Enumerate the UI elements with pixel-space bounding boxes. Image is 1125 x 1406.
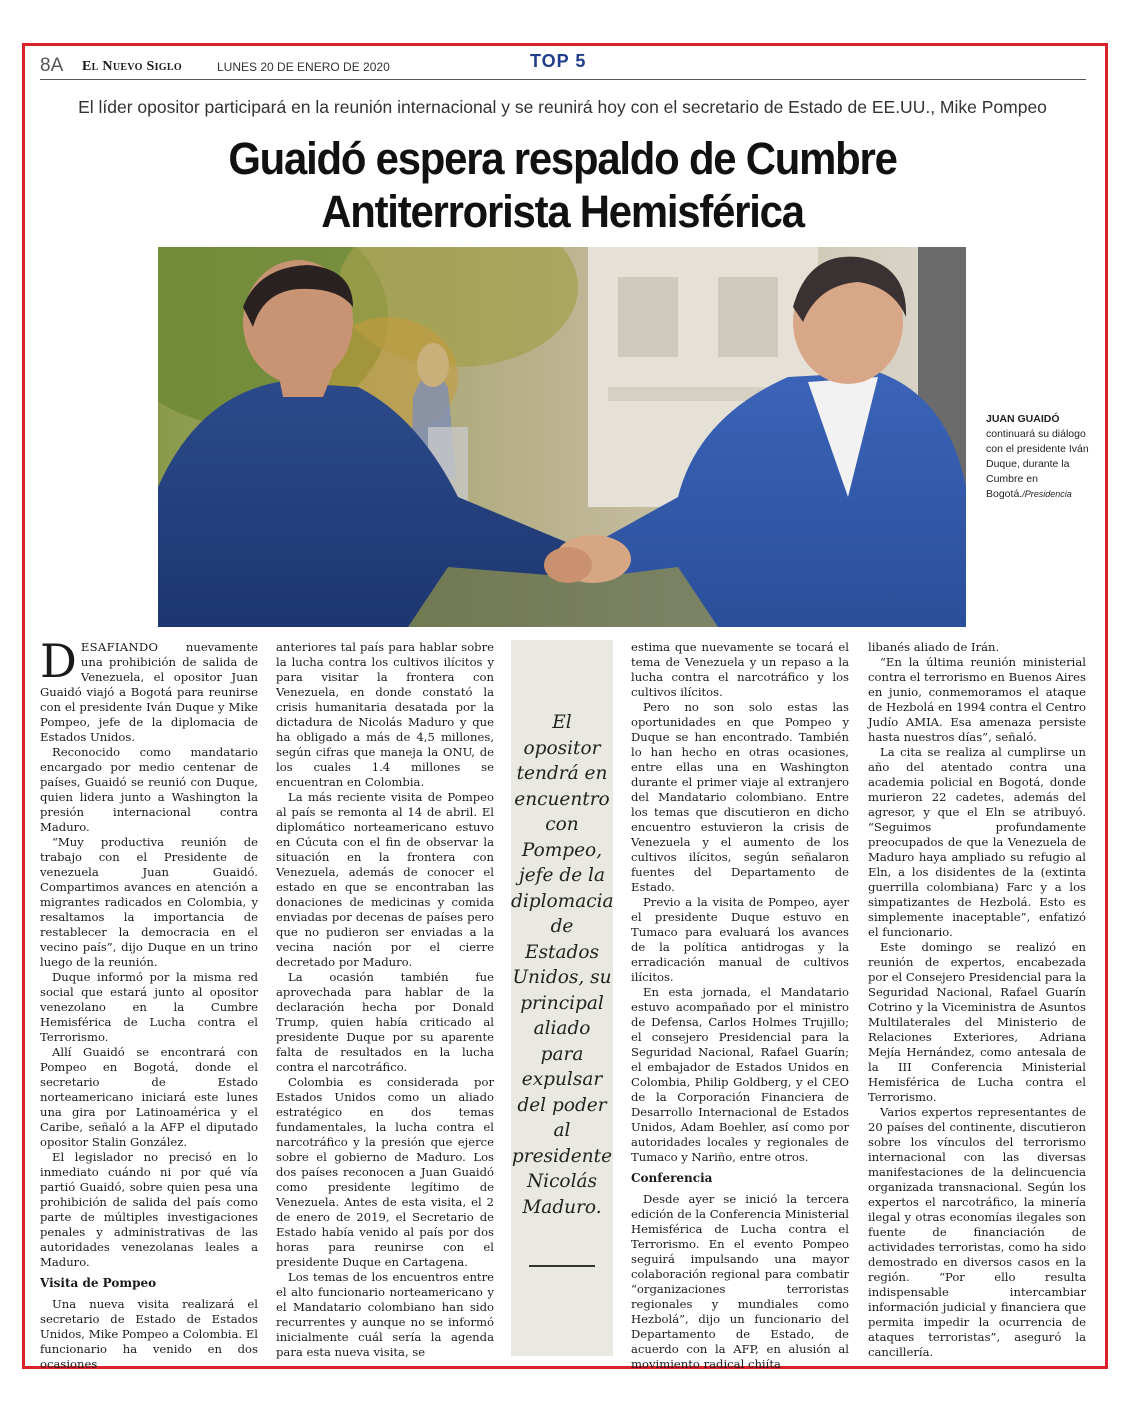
- paragraph: anteriores tal país para hablar sobre la lucha contra los cultivos ilícitos y para visitar la frontera con Venezuela, en donde constató la crisis humanitaria desatada por la dictadura de Nicolás Maduro y que ha obligado a más de 4,5 millones, según cifras que maneja la ONU, de los cuales 1.4 millones se encuentran en Colombia.: [276, 640, 494, 789]
- paragraph: Previo a la visita de Pompeo, ayer el presidente Duque estuvo en Tumaco para evaluará los avances de la política antidrogas y la erradicación manual de cultivos ilícitos.: [631, 895, 849, 984]
- paragraph: Los temas de los encuentros entre el alto funcionario norteamericano y el Mandatario colombiano han sido recurrentes y aunque no se informó inicialmente cuál sería la agenda para esta nueva visita, se: [276, 1270, 494, 1359]
- paragraph: Una nueva visita realizará el secretario de Estado de Estados Unidos, Mike Pompeo a Colombia. El funcionario ha venido en dos ocasiones: [40, 1297, 258, 1371]
- article-photo: [158, 247, 966, 627]
- article-column-3: [631, 640, 849, 1372]
- paragraph: Desde ayer se inició la tercera edición de la Conferencia Ministerial Hemisférica de Lucha contra el Terrorismo. En el evento Pompeo seguirá impulsando una mayor colaboración regional para combatir “organizaciones terroristas regionales y mundiales como Hezbolá”, dijo un funcionario del Departamento de Estado, de acuerdo con la AFP, en alusión al movimiento radical chiíta: [631, 1192, 849, 1371]
- pull-quote: El opositor tendrá en encuentro con Pompeo, jefe de la diplomacia de Estados Unidos, su principal aliado para expulsar del poder al presidente Nicolás Maduro.: [511, 712, 614, 1218]
- pull-quote-rule: [529, 1265, 595, 1267]
- photo-credit: /Presidencia: [1022, 489, 1072, 499]
- paragraph: La ocasión también fue aprovechada para hablar de la declaración hecha por Donald Trump, quien había criticado al presidente Duque por su aparente falta de resultados en la lucha contra el narcotráfico.: [276, 970, 494, 1074]
- paragraph: Colombia es considerada por Estados Unidos como un aliado estratégico en dos temas fundamentales, la lucha contra el narcotráfico y la presión que ejerce sobre el gobierno de Maduro. Los dos países reconocen a Juan Guaidó como presidente legítimo de Venezuela. Antes de esta visita, el 2 de enero de 2019, el Secretario de Estado había venido al país por dos horas para reunirse con el presidente Duque en Cartagena.: [276, 1075, 494, 1269]
- paragraph: Duque informó por la misma red social que estará junto al opositor venezolano en la Cumbre Hemisférica de Lucha contra el Terrorismo.: [40, 970, 258, 1044]
- drop-cap: D: [40, 634, 77, 688]
- subheading: Conferencia: [631, 1171, 713, 1185]
- caption-text: continuará su diálogo con el presidente Iván Duque, durante la Cumbre en Bogotá.: [986, 428, 1089, 500]
- section-label: TOP 5: [530, 51, 587, 71]
- paragraph: La más reciente visita de Pompeo al país se remonta al 14 de abril. El diplomático norteamericano estuvo en Cúcuta con el fin de observar la situación en la frontera con Venezuela, además de conocer el estado en que se encontraban las donaciones de medicinas y comida enviadas por decenas de países pero que no pudieron ser enviadas a la vecina nación por el cierre decretado por Maduro.: [276, 790, 494, 969]
- paragraph: En esta jornada, el Mandatario estuvo acompañado por el ministro de Defensa, Carlos Holmes Trujillo; el consejero Presidencial para la Seguridad Nacional, Rafael Guarín; el embajador de Estados Unidos en Colombia, Philip Goldberg, y el CEO de la Corporación Financiera de Desarrollo Internacional de Estados Unidos, Adam Boehler, así como por autoridades locales y regionales de Tumaco y Nariño, entre otros.: [631, 985, 849, 1164]
- headline-line-1: Guaidó espera respaldo de Cumbre: [228, 133, 897, 184]
- issue-date: LUNES 20 DE ENERO DE 2020: [217, 60, 390, 74]
- paragraph: “En la última reunión ministerial contra el terrorismo en Buenos Aires en junio, conmemoramos el ataque de Hezbolá en 1994 contra el Centro Judío AMIA. Esa amenaza persiste hasta nuestros días”, señaló.: [868, 655, 1086, 744]
- paragraph: Varios expertos representantes de 20 países del continente, discutieron sobre los vínculos del terrorismo internacional con las diversas manifestaciones de la delincuencia organizada transnacional. Según los expertos el narcotráfico, la minería ilegal y otras economías ilegales son fuente de financiación de actividades terroristas, como ha sido demostrado en diversos casos en la región. “Por ello resulta indispensable intercambiar información judicial y financiera que permita impedir la ocurrencia de ataques terroristas”, aseguró la cancillería.: [868, 1105, 1086, 1359]
- masthead: [40, 50, 1086, 80]
- subheading: Visita de Pompeo: [40, 1276, 157, 1290]
- paragraph: “Muy productiva reunión de trabajo con el Presidente de venezuela Juan Guaidó. Compartimos avances en atención a migrantes radicados en Colombia, y resaltamos la importancia de restablecer la democracia en el vecino país”, dijo Duque en un trino luego de la reunión.: [40, 835, 258, 969]
- paragraph: DESAFIANDO nuevamente una prohibición de salida de Venezuela, el opositor Juan Guaidó viajó a Bogotá para reunirse con el presidente Iván Duque y Mike Pompeo, jefe de la diplomacia de Estados Unidos.: [40, 634, 258, 744]
- article-column-4: [868, 640, 1086, 1360]
- paragraph: La cita se realiza al cumplirse un año del atentado contra una academia policial en Bogotá, donde murieron 22 cadetes, además del agresor, y que el Eln se atribuyó. “Seguimos profundamente preocupados de que la Venezuela de Maduro haya ampliado su refugio al Eln, a los disidentes de la (extinta guerrilla colombiana) Farc y a los simpatizantes de Hezbolá. Esto es simplemente inaceptable”, enfatizó el funcionario.: [868, 745, 1086, 939]
- newspaper-name: El Nuevo Siglo: [82, 59, 182, 74]
- lead-word: ESAFIANDO: [80, 640, 159, 654]
- paragraph: Allí Guaidó se encontrará con Pompeo en Bogotá, donde el secretario de Estado norteamericano iniciará este lunes una gira por Latinoamérica y el Caribe, señaló a la AFP el diputado opositor Stalin González.: [40, 1045, 258, 1149]
- article-headline: [151, 132, 974, 238]
- article-column-2: [276, 640, 494, 1360]
- paragraph: Este domingo se realizó en reunión de expertos, encabezada por el Consejero Presidencial para la Seguridad Nacional, Rafael Guarín Cotrino y la Viceministra de Asuntos Multilaterales del Ministerio de Relaciones Exteriores, Adriana Mejía Hernández, como antesala de la III Conferencia Ministerial Hemisférica de Lucha contra el Terrorismo.: [868, 940, 1086, 1104]
- paragraph: libanés aliado de Irán.: [868, 640, 1000, 654]
- photo-caption: [986, 412, 1091, 502]
- page-number: 8A: [40, 55, 64, 76]
- paragraph: El legislador no precisó en lo inmediato cuándo ni por qué vía partió Guaidó, sobre quien pesa una prohibición de salida del país como parte de múltiples investigaciones penales y administrativas de las autoridades venezolanas leales a Maduro.: [40, 1150, 258, 1269]
- headline-line-2: Antiterrorista Hemisférica: [321, 186, 804, 237]
- article-kicker: El líder opositor participará en la reunión internacional y se reunirá hoy con el secretario de Estado de EE.UU., Mike Pompeo: [78, 97, 1047, 117]
- article-column-1: [40, 634, 258, 1372]
- paragraph: Pero no son solo estas las oportunidades en que Pompeo y Duque se han encontrado. También lo han hecho en otras ocasiones, entre ellas una en Washington durante el primer viaje al extranjero del Mandatario colombiano. Entre los temas que discutieron en dicho encuentro estuvieron la crisis de Venezuela y el aumento de los cultivos ilícitos, según señalaron fuentes del Departamento de Estado.: [631, 700, 849, 894]
- pull-quote-box: [511, 640, 613, 1356]
- paragraph: estima que nuevamente se tocará el tema de Venezuela y un repaso a la lucha contra el narcotráfico y los cultivos ilícitos.: [631, 640, 849, 699]
- paragraph: Reconocido como mandatario encargado por medio centenar de países, Guaidó se reunió con Duque, quien lidera junto a Washington la presión internacional contra Maduro.: [40, 745, 258, 834]
- caption-name: JUAN GUAIDÓ: [986, 413, 1060, 425]
- handshake-photo-illustration: [158, 247, 966, 627]
